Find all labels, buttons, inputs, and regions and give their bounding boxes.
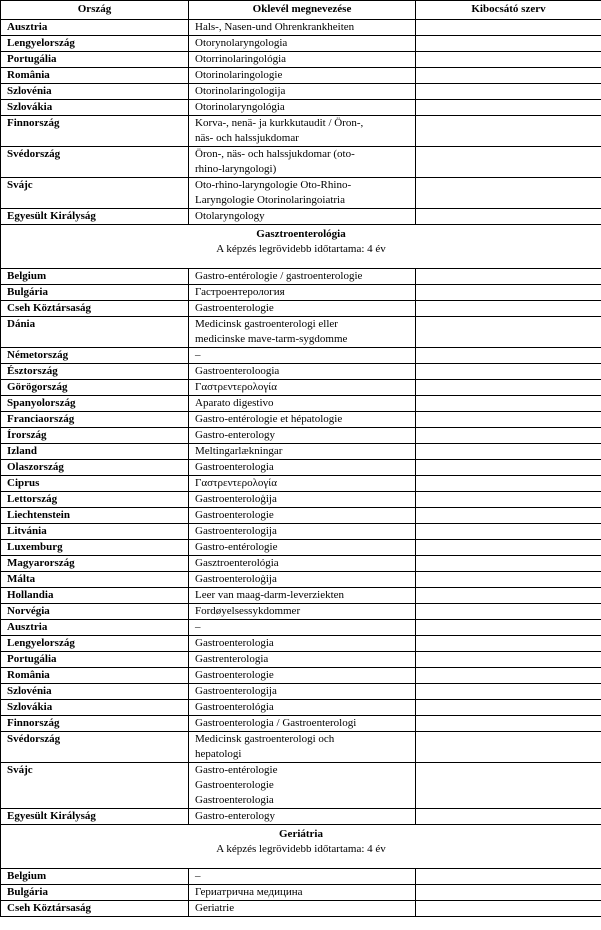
table-row <box>1 700 601 716</box>
table-row <box>1 178 601 209</box>
issuing-body-cell <box>416 301 601 317</box>
diploma-title-cell: Gastroenterologia <box>189 636 416 652</box>
issuing-body-cell <box>416 508 601 524</box>
table-row <box>1 317 601 348</box>
table-row <box>1 147 601 178</box>
country-cell: Szlovákia <box>1 700 189 716</box>
table-row <box>1 476 601 492</box>
country-cell: Németország <box>1 348 189 364</box>
diploma-title-cell: Gastroenterológia <box>189 700 416 716</box>
diploma-title-cell: Gastro-enterology <box>189 809 416 825</box>
table-row <box>1 885 601 901</box>
table-row <box>1 901 601 917</box>
diploma-title-cell: Gastro-entérologie et hépatologie <box>189 412 416 428</box>
issuing-body-cell <box>416 809 601 825</box>
diploma-title-cell: Otolaryngology <box>189 209 416 225</box>
diploma-title-cell: Öron-, näs- och halssjukdomar (oto- rhino-laryngologi) <box>189 147 416 178</box>
diploma-title-cell: Gastro-entérologie <box>189 540 416 556</box>
issuing-body-cell <box>416 412 601 428</box>
issuing-body-cell <box>416 380 601 396</box>
table-row <box>1 20 601 36</box>
issuing-body-cell <box>416 684 601 700</box>
country-cell: Litvánia <box>1 524 189 540</box>
issuing-body-cell <box>416 396 601 412</box>
column-header-diploma-title: Oklevél megnevezése <box>189 1 416 20</box>
table-row <box>1 444 601 460</box>
table-row <box>1 428 601 444</box>
country-cell: Írország <box>1 428 189 444</box>
issuing-body-cell <box>416 52 601 68</box>
country-cell: Ciprus <box>1 476 189 492</box>
table-row <box>1 684 601 700</box>
country-cell: Cseh Köztársaság <box>1 301 189 317</box>
country-cell: Portugália <box>1 52 189 68</box>
table-row <box>1 524 601 540</box>
issuing-body-cell <box>416 20 601 36</box>
issuing-body-cell <box>416 460 601 476</box>
country-cell: Norvégia <box>1 604 189 620</box>
country-cell: Szlovénia <box>1 84 189 100</box>
diploma-title-cell: Gastrenterologia <box>189 652 416 668</box>
issuing-body-cell <box>416 428 601 444</box>
diploma-title-cell: Гастроентерология <box>189 285 416 301</box>
table-row <box>1 52 601 68</box>
country-cell: Bulgária <box>1 285 189 301</box>
diploma-title-cell: Gastroenterologia <box>189 460 416 476</box>
table-row <box>1 460 601 476</box>
section-spacer-row <box>1 260 601 269</box>
issuing-body-cell <box>416 364 601 380</box>
table-row <box>1 84 601 100</box>
diploma-title-cell: Otorrinolaringológia <box>189 52 416 68</box>
table-row <box>1 652 601 668</box>
issuing-body-cell <box>416 84 601 100</box>
diploma-title-cell: Medicinsk gastroenterologi eller medicinske mave-tarm-sygdomme <box>189 317 416 348</box>
diploma-title-cell: Gastro-entérologie Gastroenterologie Gastroenterologia <box>189 763 416 809</box>
issuing-body-cell <box>416 901 601 917</box>
issuing-body-cell <box>416 476 601 492</box>
section-title: Geriátria <box>279 828 323 840</box>
diploma-title-cell: Otorinolaringologija <box>189 84 416 100</box>
diploma-title-cell: Gastro-entérologie / gastroenterologie <box>189 269 416 285</box>
issuing-body-cell <box>416 732 601 763</box>
table-row <box>1 396 601 412</box>
issuing-body-cell <box>416 620 601 636</box>
diploma-title-cell: Otorinolaringologie <box>189 68 416 84</box>
table-row <box>1 732 601 763</box>
diploma-title-cell: Гериатрична медицина <box>189 885 416 901</box>
section-spacer <box>1 260 601 269</box>
section-subtitle: A képzés legrövidebb időtartama: 4 év <box>216 843 386 855</box>
diploma-title-cell: Gasztroenterológia <box>189 556 416 572</box>
table-row <box>1 36 601 52</box>
country-cell: Finnország <box>1 116 189 147</box>
diploma-title-cell: Geriatrie <box>189 901 416 917</box>
diploma-title-cell: Gastroenteroloģija <box>189 492 416 508</box>
issuing-body-cell <box>416 285 601 301</box>
table-row <box>1 68 601 84</box>
issuing-body-cell <box>416 700 601 716</box>
table-row <box>1 540 601 556</box>
country-cell: Spanyolország <box>1 396 189 412</box>
table-row <box>1 668 601 684</box>
issuing-body-cell <box>416 716 601 732</box>
diploma-title-cell: Γαστρεντερολογία <box>189 476 416 492</box>
issuing-body-cell <box>416 652 601 668</box>
issuing-body-cell <box>416 588 601 604</box>
country-cell: Luxemburg <box>1 540 189 556</box>
issuing-body-cell <box>416 209 601 225</box>
country-cell: Svédország <box>1 147 189 178</box>
issuing-body-cell <box>416 178 601 209</box>
column-header-issuing-body: Kibocsátó szerv <box>416 1 601 20</box>
section-header <box>1 825 601 861</box>
country-cell: Görögország <box>1 380 189 396</box>
country-cell: Ausztria <box>1 620 189 636</box>
issuing-body-cell <box>416 636 601 652</box>
diploma-title-cell: Gastroenteroloġija <box>189 572 416 588</box>
table-row <box>1 285 601 301</box>
country-cell: Ausztria <box>1 20 189 36</box>
diploma-title-cell: Gastroenteroloogia <box>189 364 416 380</box>
table-row <box>1 116 601 147</box>
issuing-body-cell <box>416 492 601 508</box>
issuing-body-cell <box>416 572 601 588</box>
diploma-title-cell: Medicinsk gastroenterologi och hepatologi <box>189 732 416 763</box>
table-row <box>1 269 601 285</box>
issuing-body-cell <box>416 604 601 620</box>
table-row <box>1 716 601 732</box>
country-cell: Svédország <box>1 732 189 763</box>
country-cell: Szlovénia <box>1 684 189 700</box>
diploma-title-cell: Gastroenterologie <box>189 508 416 524</box>
issuing-body-cell <box>416 524 601 540</box>
country-cell: Izland <box>1 444 189 460</box>
diploma-title-cell: Otorynolaryngologia <box>189 36 416 52</box>
issuing-body-cell <box>416 556 601 572</box>
issuing-body-cell <box>416 885 601 901</box>
diploma-title-cell: Oto-rhino-laryngologie Oto-Rhino- Laryngologie Otorinolaringoiatria <box>189 178 416 209</box>
table-row <box>1 869 601 885</box>
issuing-body-cell <box>416 116 601 147</box>
issuing-body-cell <box>416 147 601 178</box>
country-cell: Észtország <box>1 364 189 380</box>
issuing-body-cell <box>416 68 601 84</box>
diploma-title-cell: Aparato digestivo <box>189 396 416 412</box>
table-row <box>1 572 601 588</box>
issuing-body-cell <box>416 100 601 116</box>
country-cell: Málta <box>1 572 189 588</box>
table-row <box>1 492 601 508</box>
table-row <box>1 556 601 572</box>
table-row <box>1 763 601 809</box>
issuing-body-cell <box>416 540 601 556</box>
country-cell: Belgium <box>1 869 189 885</box>
section-title: Gasztroenterológia <box>256 228 346 240</box>
diploma-title-cell: Gastroenterologija <box>189 524 416 540</box>
country-cell: Svájc <box>1 763 189 809</box>
diploma-title-cell: Gastroenterologie <box>189 301 416 317</box>
country-cell: Bulgária <box>1 885 189 901</box>
column-header-country: Ország <box>1 1 189 20</box>
country-cell: Lengyelország <box>1 36 189 52</box>
section-spacer <box>1 860 601 869</box>
issuing-body-cell <box>416 348 601 364</box>
country-cell: Franciaország <box>1 412 189 428</box>
country-cell: Magyarország <box>1 556 189 572</box>
table-body <box>1 20 601 917</box>
diploma-title-cell: Gastroenterologia / Gastroenterologi <box>189 716 416 732</box>
issuing-body-cell <box>416 36 601 52</box>
diploma-title-cell: Fordøyelsessykdommer <box>189 604 416 620</box>
table-row <box>1 412 601 428</box>
issuing-body-cell <box>416 269 601 285</box>
table-row <box>1 588 601 604</box>
diploma-title-cell: Hals-, Nasen-und Ohrenkrankheiten <box>189 20 416 36</box>
issuing-body-cell <box>416 869 601 885</box>
issuing-body-cell <box>416 668 601 684</box>
country-cell: Egyesült Királyság <box>1 809 189 825</box>
country-cell: Lengyelország <box>1 636 189 652</box>
country-cell: Dánia <box>1 317 189 348</box>
diploma-title-cell: – <box>189 348 416 364</box>
table-row <box>1 508 601 524</box>
section-subtitle: A képzés legrövidebb időtartama: 4 év <box>216 243 386 255</box>
country-cell: Finnország <box>1 716 189 732</box>
issuing-body-cell <box>416 444 601 460</box>
section-header <box>1 225 601 261</box>
diploma-title-cell: Gastroenterologie <box>189 668 416 684</box>
country-cell: România <box>1 668 189 684</box>
section-header-row <box>1 825 601 861</box>
table-row <box>1 809 601 825</box>
country-cell: Olaszország <box>1 460 189 476</box>
issuing-body-cell <box>416 317 601 348</box>
issuing-body-cell <box>416 763 601 809</box>
country-cell: Lettország <box>1 492 189 508</box>
diploma-title-cell: Leer van maag-darm-leverziekten <box>189 588 416 604</box>
table-row <box>1 100 601 116</box>
diploma-title-cell: Otorinolaryngológia <box>189 100 416 116</box>
country-cell: Svájc <box>1 178 189 209</box>
table-header-row <box>1 1 601 20</box>
diploma-title-cell: Γαστρεντερολογία <box>189 380 416 396</box>
table-row <box>1 620 601 636</box>
table-row <box>1 380 601 396</box>
country-cell: Portugália <box>1 652 189 668</box>
country-cell: Hollandia <box>1 588 189 604</box>
table-row <box>1 301 601 317</box>
diploma-title-cell: – <box>189 620 416 636</box>
section-header-row <box>1 225 601 261</box>
diploma-title-cell: Meltingarlækningar <box>189 444 416 460</box>
table-row <box>1 604 601 620</box>
country-cell: Liechtenstein <box>1 508 189 524</box>
country-cell: Cseh Köztársaság <box>1 901 189 917</box>
table-row <box>1 364 601 380</box>
diploma-title-cell: – <box>189 869 416 885</box>
country-cell: Szlovákia <box>1 100 189 116</box>
table-row <box>1 348 601 364</box>
country-cell: Belgium <box>1 269 189 285</box>
country-cell: Egyesült Királyság <box>1 209 189 225</box>
table-row <box>1 636 601 652</box>
table-row <box>1 209 601 225</box>
country-cell: România <box>1 68 189 84</box>
diploma-title-cell: Gastroenterologija <box>189 684 416 700</box>
diploma-title-cell: Korva-, nenä- ja kurkkutaudit / Öron-, näs- och halssjukdomar <box>189 116 416 147</box>
diploma-title-cell: Gastro-enterology <box>189 428 416 444</box>
section-spacer-row <box>1 860 601 869</box>
